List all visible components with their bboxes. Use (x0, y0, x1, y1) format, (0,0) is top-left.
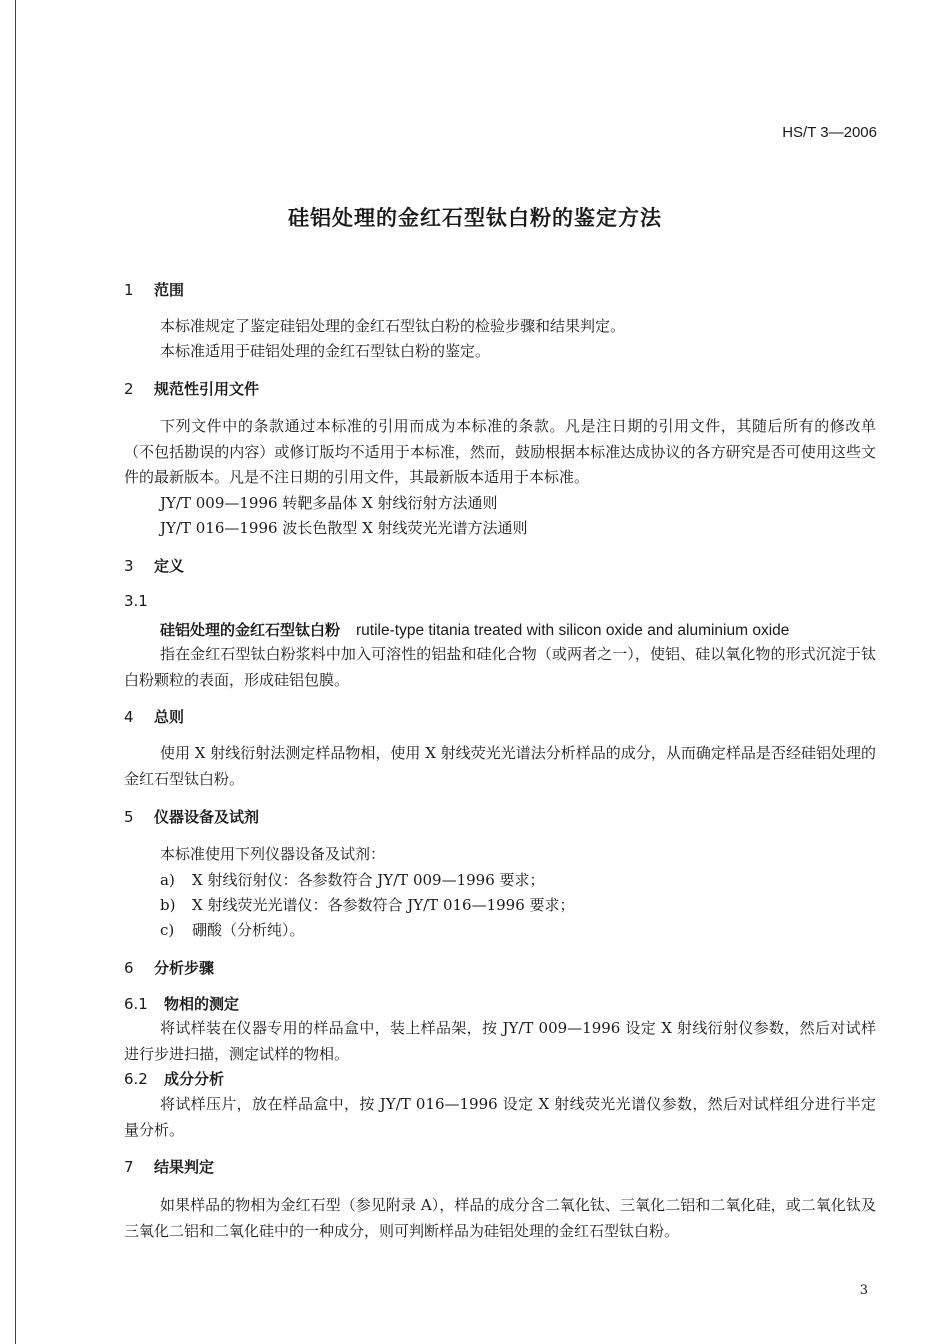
subsection-number: 6.2 (124, 1070, 148, 1088)
section-1-heading (124, 279, 184, 300)
list-item-b (160, 894, 575, 915)
section-title: 总则 (154, 708, 185, 726)
section-1-paragraph-2: 本标准适用于硅铝处理的金红石型钛白粉的鉴定。 (160, 342, 491, 360)
list-text: 硼酸（分析纯）。 (192, 921, 305, 939)
section-7-heading (124, 1156, 214, 1177)
section-title: 仪器设备及试剂 (154, 808, 260, 826)
section-title: 结果判定 (154, 1158, 215, 1176)
section-number: 5 (124, 808, 134, 826)
section-number: 4 (124, 708, 134, 726)
list-marker: a) (160, 871, 175, 889)
list-marker: b) (160, 896, 176, 914)
list-item-a (160, 869, 545, 890)
subsection-6-1-text: 将试样装在仪器专用的样品盒中，装上样品架，按 JY/T 009—1996 设定 X 射线衍射仪参数，然后对试样进行步进扫描，测定试样的物相。 (124, 1019, 876, 1063)
section-5-heading (124, 806, 259, 827)
list-marker: c) (160, 921, 175, 939)
document-title: 硅铝处理的金红石型钛白粉的鉴定方法 (288, 206, 662, 230)
section-1-paragraph-1: 本标准规定了鉴定硅铝处理的金红石型钛白粉的检验步骤和结果判定。 (160, 317, 626, 335)
subsection-6-1-heading (124, 993, 239, 1014)
page-number: 3 (859, 1283, 868, 1298)
section-6-heading (124, 957, 214, 978)
list-item-c (160, 919, 305, 940)
section-title: 规范性引用文件 (154, 380, 260, 398)
list-text: X 射线衍射仪：各参数符合 JY/T 009—1996 要求； (192, 871, 545, 889)
section-4-paragraph: 使用 X 射线衍射法测定样品物相，使用 X 射线荧光光谱法分析样品的成分，从而确定样品是否经硅铝处理的金红石型钛白粉。 (124, 744, 876, 788)
term-definition: 指在金红石型钛白粉浆料中加入可溶性的铝盐和硅化合物（或两者之一），使铝、硅以氧化物的形式沉淀于钛白粉颗粒的表面，形成硅铝包膜。 (124, 645, 876, 689)
term-english: rutile-type titania treated with silicon oxide and aluminium oxide (356, 622, 790, 639)
section-number: 2 (124, 380, 134, 398)
section-title: 定义 (154, 557, 185, 575)
section-number: 7 (124, 1158, 134, 1176)
reference-2: JY/T 016—1996 波长色散型 X 射线荧光光谱方法通则 (160, 519, 528, 537)
section-number: 1 (124, 281, 134, 299)
subsection-title: 成分分析 (164, 1070, 225, 1088)
section-3-heading (124, 555, 184, 576)
subsection-6-2-heading (124, 1068, 224, 1089)
section-2-paragraph: 下列文件中的条款通过本标准的引用而成为本标准的条款。凡是注日期的引用文件，其随后所有的修改单（不包括勘误的内容）或修订版均不适用于本标准，然而，鼓励根据本标准达成协议的各方研究是否可使用这些文件的最新版本。凡是不注日期的引用文件，其最新版本适用于本标准。 (124, 417, 876, 486)
reference-1: JY/T 009—1996 转靶多晶体 X 射线衍射方法通则 (160, 494, 498, 512)
term-chinese: 硅铝处理的金红石型钛白粉 (160, 621, 341, 639)
term-entry (160, 619, 789, 640)
list-text: X 射线荧光光谱仪：各参数符合 JY/T 016—1996 要求； (192, 896, 575, 914)
subsection-title: 物相的测定 (164, 995, 240, 1013)
section-number: 3 (124, 557, 134, 575)
document-code: HS/T 3—2006 (782, 124, 877, 141)
section-4-heading (124, 706, 184, 727)
section-number: 6 (124, 959, 134, 977)
section-title: 范围 (154, 281, 185, 299)
section-2-heading (124, 378, 259, 399)
section-5-intro: 本标准使用下列仪器设备及试剂： (160, 845, 386, 863)
subsection-3-1-number: 3.1 (124, 592, 148, 610)
section-title: 分析步骤 (154, 959, 215, 977)
subsection-number: 6.1 (124, 995, 148, 1013)
section-7-paragraph: 如果样品的物相为金红石型（参见附录 A），样品的成分含二氧化钛、三氧化二铝和二氧化硅，或二氧化钛及三氧化二铝和二氧化硅中的一种成分，则可判断样品为硅铝处理的金红石型钛白粉。 (124, 1196, 876, 1240)
subsection-6-2-text: 将试样压片，放在样品盒中，按 JY/T 016—1996 设定 X 射线荧光光谱仪参数，然后对试样组分进行半定量分析。 (124, 1095, 876, 1139)
